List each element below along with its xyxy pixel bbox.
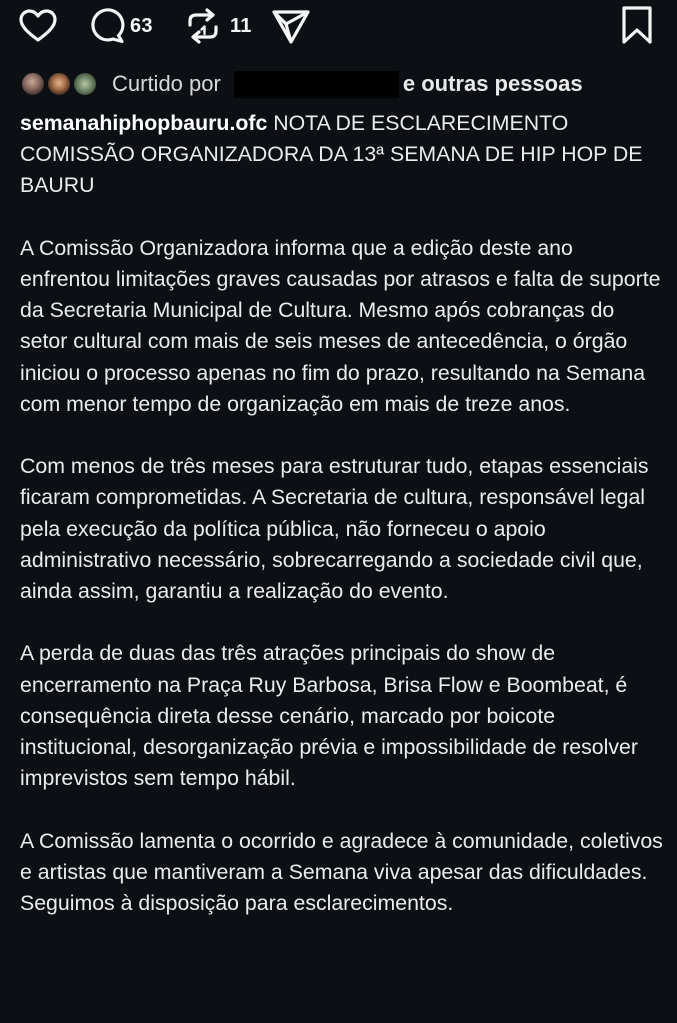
- caption-title: NOTA DE ESCLARECIMENTO COMISSÃO ORGANIZADORA DA 13ª SEMANA DE HIP HOP DE BAURU: [20, 111, 643, 198]
- post-author-username[interactable]: semanahiphopbauru.ofc: [20, 111, 268, 135]
- caption-paragraph: A perda de duas das três atrações principais do show de encerramento na Praça Ruy Barbosa, Brisa Flow e Boombeat, é consequência direta desse cenário, marcado por boicote institucional, desorganização prévia e impossibilidade de resolver imprevistos sem tempo hábil.: [20, 641, 638, 791]
- caption-paragraph: A Comissão Organizadora informa que a edição deste ano enfrentou limitações graves causadas por atrasos e falta de suporte da Secretaria Municipal de Cultura. Mesmo após cobranças do setor cultural com mais de seis meses de antecedência, o órgão iniciou o processo apenas no fim do prazo, resultando na Semana com menor tempo de organização em mais de treze anos.: [20, 235, 661, 416]
- caption-header: [20, 108, 665, 202]
- comment-count: 63: [130, 14, 153, 37]
- liked-by-label: Curtido por: [112, 71, 221, 96]
- comment-button[interactable]: [87, 8, 153, 44]
- repost-arrows-icon: [185, 7, 221, 45]
- post-caption: [20, 108, 665, 950]
- like-button[interactable]: [19, 9, 57, 43]
- send-paper-plane-icon: [271, 9, 311, 45]
- heart-icon: [19, 9, 57, 43]
- repost-button[interactable]: [185, 7, 252, 45]
- save-button[interactable]: [621, 5, 653, 45]
- redacted-username: [234, 71, 399, 98]
- avatar: [46, 71, 72, 97]
- caption-paragraph: A Comissão lamenta o ocorrido e agradece à comunidade, coletivos e artistas que mantiveram a Semana viva apesar das dificuldades. Seguimos à disposição para esclarecimentos.: [20, 828, 663, 916]
- others-link[interactable]: e outras pessoas: [402, 71, 583, 96]
- avatar: [72, 71, 98, 97]
- repost-count: 11: [230, 14, 252, 37]
- avatar: [20, 71, 46, 97]
- post-action-bar: [0, 0, 677, 52]
- comment-bubble-icon: [87, 8, 125, 44]
- bookmark-icon: [621, 5, 653, 45]
- liker-avatars[interactable]: [20, 69, 102, 99]
- liked-by-row[interactable]: [20, 66, 583, 102]
- share-button[interactable]: [271, 9, 311, 45]
- caption-paragraph: Com menos de três meses para estruturar tudo, etapas essenciais ficaram comprometidas. A Secretaria de cultura, responsável legal pela execução da política pública, não forneceu o apoio administrativo necessário, sobrecarregando a sociedade civil que, ainda assim, garantiu a realização do evento.: [20, 454, 649, 604]
